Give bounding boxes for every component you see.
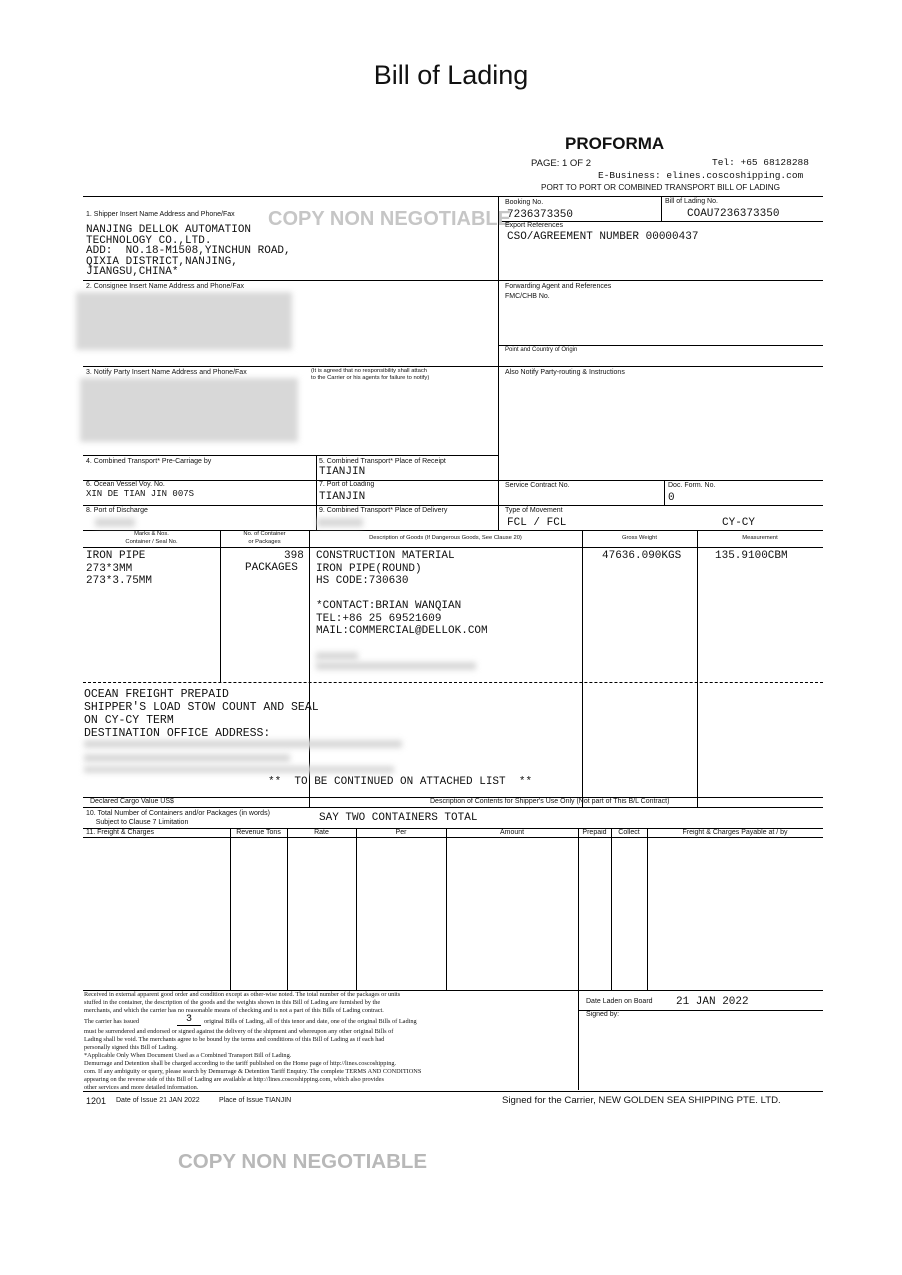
date-laden-label: Date Laden on Board <box>586 998 653 1005</box>
charges-col-prepaid: Prepaid <box>582 829 607 836</box>
booking-value: 7236373350 <box>507 209 574 221</box>
col-desc: Description of Goods (If Dangerous Goods, See Clause 20) <box>369 535 522 541</box>
charges-col-amount: Amount <box>499 829 525 836</box>
port-loading-value: TIANJIN <box>319 491 366 503</box>
document-title: Bill of Lading <box>373 60 529 90</box>
terms-line: merchants, and which the carrier has no reasonable means of checking and is not a part of this Bills of Lading contract. <box>84 1007 384 1014</box>
col-measure: Measurement <box>742 535 778 541</box>
cargo-marks: IRON PIPE 273*3MM 273*3.75MM <box>86 550 153 587</box>
point-origin-label: Point and Country of Origin <box>505 347 578 353</box>
shipper-text: NANJING DELLOK AUTOMATION TECHNOLOGY CO.,LTD. ADD: NO.18-M1508,YINCHUN ROAD, QIXIA DISTRICT,NANJING, JIANGSU,CHINA* <box>86 224 291 279</box>
terms-line: original Bills of Lading, all of this tenor and date, one of the original Bills of Lading <box>204 1018 417 1025</box>
col-marks: Marks & Nos. Container / Seal No. <box>125 531 178 545</box>
terms-line: Lading shall be void. The merchants agree to be bound by the terms and conditions of this Bill of Lading as if each had <box>84 1036 385 1043</box>
vessel-label: 6. Ocean Vessel Voy. No. <box>86 481 165 488</box>
forwarding-label: Forwarding Agent and References <box>505 283 612 290</box>
issue-place: Place of Issue TIANJIN <box>219 1097 292 1104</box>
consignee-label: 2. Consignee Insert Name Address and Phone/Fax <box>86 283 244 290</box>
document-type: PORT TO PORT OR COMBINED TRANSPORT BILL OF LADING <box>541 183 781 192</box>
issue-date: Date of Issue 21 JAN 2022 <box>116 1097 200 1104</box>
total-label: 10. Total Number of Containers and/or Packages (in words) Subject to Clause 7 Limitation <box>86 810 270 826</box>
charges-col-per: Per <box>395 829 407 836</box>
pre-carriage-label: 4. Combined Transport* Pre-Carriage by <box>86 458 212 465</box>
continued-note: ** TO BE CONTINUED ON ATTACHED LIST ** <box>268 776 533 788</box>
charges-col-payable: Freight & Charges Payable at / by <box>682 829 788 836</box>
port-loading-label: 7. Port of Loading <box>319 481 375 488</box>
carrier-ebusiness: E-Business: elines.coscoshipping.com <box>598 170 804 181</box>
export-refs-label: Export References <box>505 222 563 229</box>
bl-label: Bill of Lading No. <box>665 198 718 205</box>
signed-by-label: Signed by: <box>586 1011 620 1018</box>
cargo-description: CONSTRUCTION MATERIAL IRON PIPE(ROUND) HS CODE:730630 *CONTACT:BRIAN WANQIAN TEL:+86 25 69521609 MAIL:COMMERCIAL@DELLOK.COM <box>316 550 488 637</box>
date-laden-value: 21 JAN 2022 <box>676 996 749 1008</box>
terms-line: appearing on the reverse side of this Bill of Lading are available at http://lines.coscoshipping.com, which also provides <box>84 1076 384 1083</box>
cargo-weight: 47636.090KGS <box>602 550 682 562</box>
terms-line: Received in external apparent good order and condition except as other-wise noted. The total number of the packages or units <box>84 991 401 998</box>
cargo-desc-redacted-2 <box>316 662 476 670</box>
terms-line: personally signed this Bill of Lading. <box>84 1044 178 1051</box>
consignee-redacted <box>76 292 292 350</box>
terms-line: must be surrendered and endorsed or signed against the delivery of the shipment and whereupon any other original Bills of <box>84 1028 394 1035</box>
originals-count: 3 <box>177 1014 201 1026</box>
cargo-packages-unit: PACKAGES <box>245 562 298 574</box>
doc-form-value: 0 <box>668 492 675 504</box>
charges-col-rate: Rate <box>314 829 329 836</box>
port-discharge-label: 8. Port of Discharge <box>86 507 148 514</box>
doc-form-label: Doc. Form. No. <box>668 482 716 489</box>
movement-label: Type of Movement <box>505 507 563 514</box>
col-weight: Gross Weight <box>621 535 657 541</box>
also-notify-label: Also Notify Party-routing & Instructions <box>505 369 625 376</box>
booking-label: Booking No. <box>505 199 544 206</box>
movement-value-2: CY-CY <box>722 517 756 529</box>
proforma-label: PROFORMA <box>565 134 665 153</box>
cargo-desc-redacted-1 <box>316 652 358 660</box>
notify-note: (It is agreed that no responsibility shall attach to the Carrier or his agents for failure to notify) <box>311 368 430 381</box>
desc-contents-label: Description of Contents for Shipper's Use Only (Not part of This B/L Contract) <box>430 798 670 805</box>
signed-for-carrier: Signed for the Carrier, NEW GOLDEN SEA SHIPPING PTE. LTD. <box>502 1095 781 1106</box>
cargo-measure: 135.9100CBM <box>715 550 788 562</box>
total-value: SAY TWO CONTAINERS TOTAL <box>319 812 478 824</box>
place-delivery-redacted <box>317 518 363 527</box>
terms-line: Demurrage and Detention shall be charged according to the tariff published on the Home page of http://lines.coscoshipping. <box>84 1060 397 1067</box>
page-indicator: PAGE: 1 OF 2 <box>531 158 592 169</box>
destination-redacted-1 <box>84 740 402 748</box>
destination-redacted-2 <box>84 754 290 762</box>
export-refs-value: CSO/AGREEMENT NUMBER 00000437 <box>507 231 699 243</box>
place-receipt-value: TIANJIN <box>319 466 366 478</box>
terms-line: stuffed in the container, the description of the goods and the weights shown in this Bill of Lading are furnished by the <box>84 999 381 1006</box>
terms-line: other services and more detailed information. <box>84 1084 199 1091</box>
vessel-value: XIN DE TIAN JIN 007S <box>86 489 195 499</box>
declared-value-label: Declared Cargo Value US$ <box>90 798 174 805</box>
watermark-top: COPY NON NEGOTIABLE <box>268 208 511 230</box>
place-delivery-label: 9. Combined Transport* Place of Delivery <box>319 507 448 514</box>
charges-col-collect: Collect <box>618 829 640 836</box>
fmc-label: FMC/CHB No. <box>505 293 550 300</box>
port-discharge-redacted <box>95 518 135 527</box>
destination-redacted-3 <box>84 766 394 773</box>
terms-line: The carrier has issued <box>84 1018 140 1025</box>
footer-code: 1201 <box>86 1096 107 1106</box>
terms-line: com. If any ambiguity or query, please search by Demurrage & Detention Tariff Enquiry. The complete TERMS AND CONDITIONS <box>84 1068 422 1075</box>
col-packages: No. of Container or Packages <box>243 531 286 545</box>
freight-note: OCEAN FREIGHT PREPAID SHIPPER'S LOAD STOW COUNT AND SEAL ON CY-CY TERM DESTINATION OFFICE ADDRESS: <box>84 688 319 740</box>
charges-col-revenue: Revenue Tons <box>236 829 281 836</box>
terms-line: *Applicable Only When Document Used as a Combined Transport Bill of Lading. <box>84 1052 292 1059</box>
service-contract-label: Service Contract No. <box>505 482 570 489</box>
watermark-bottom: COPY NON NEGOTIABLE <box>178 1150 428 1173</box>
movement-value: FCL / FCL <box>507 517 567 529</box>
shipper-label: 1. Shipper Insert Name Address and Phone/Fax <box>86 211 235 218</box>
notify-redacted <box>80 378 298 442</box>
carrier-tel: Tel: +65 68128288 <box>712 157 809 168</box>
charges-col-freight: 11. Freight & Charges <box>86 829 154 836</box>
place-receipt-label: 5. Combined Transport* Place of Receipt <box>319 458 446 465</box>
cargo-packages-count: 398 <box>284 550 304 562</box>
bl-value: COAU7236373350 <box>687 208 780 220</box>
notify-label: 3. Notify Party Insert Name Address and Phone/Fax <box>86 369 247 376</box>
